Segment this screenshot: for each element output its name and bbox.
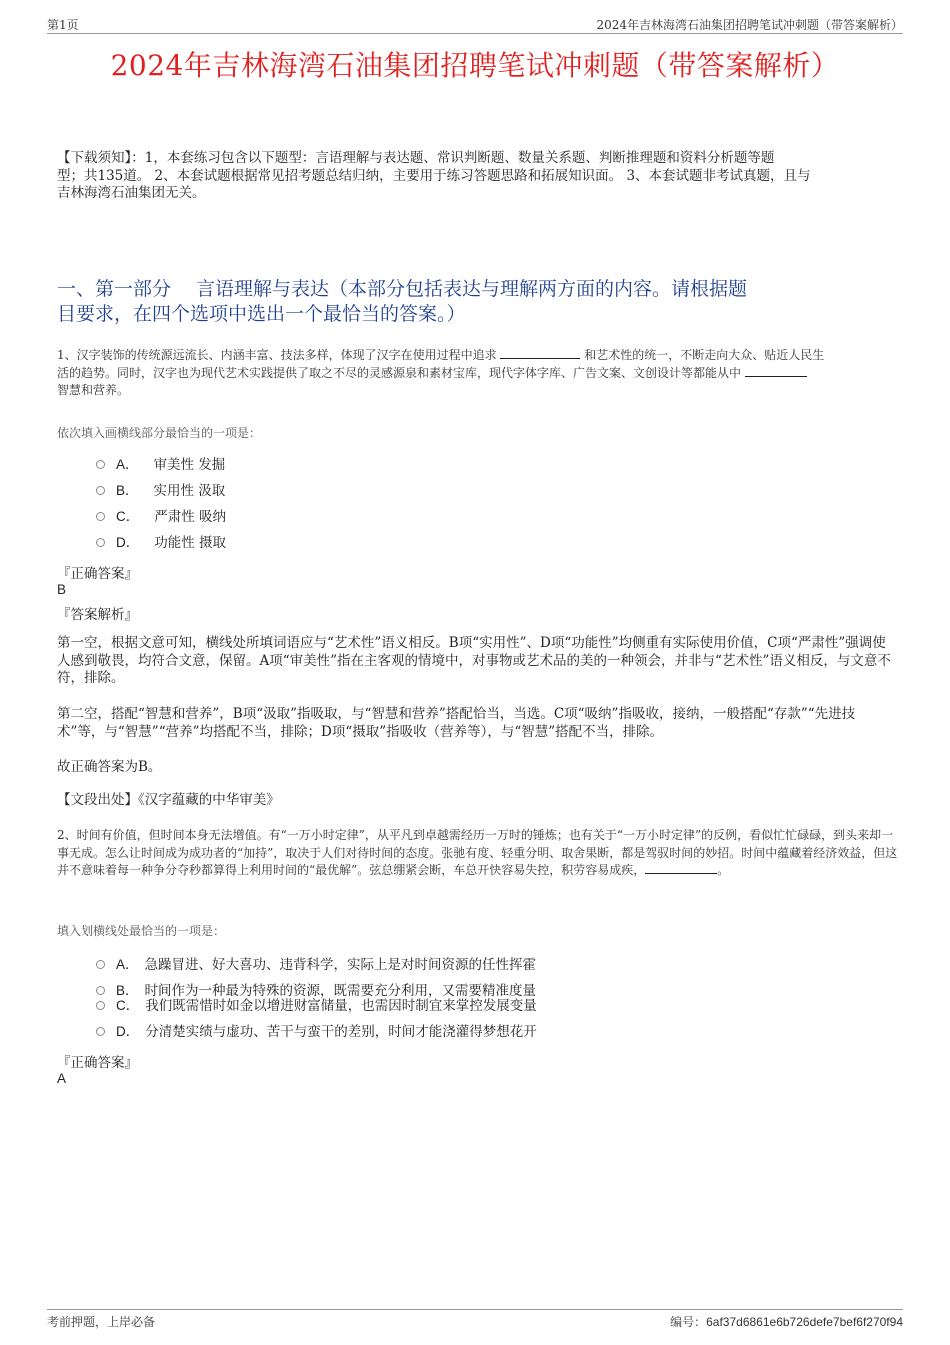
question-text: 。 [717,863,730,877]
option-letter: A． [116,457,139,472]
section-heading-line: 一、第一部分 言语理解与表达（本部分包括表达与理解两方面的内容。请根据题 [57,278,748,300]
radio-icon[interactable] [96,960,105,969]
q2-option-c[interactable] [96,996,537,1016]
download-notice [57,150,899,203]
footer-slogan: 考前押题，上岸必备 [47,1315,156,1329]
question-2-text [57,827,899,880]
q1-option-b[interactable] [96,481,225,501]
fill-blank [745,365,807,377]
page-title: 2024年吉林海湾石油集团招聘笔试冲刺题（带答案解析） [110,49,840,82]
header-divider [47,33,903,34]
notice-line: 型；共135道。 2、本套试题根据常见招考题总结归纳，主要用于练习答题思路和拓展知识面。 3、本套试题非考试真题，且与 [57,167,811,184]
question-1-prompt: 依次填入画横线部分最恰当的一项是： [57,426,262,440]
radio-icon[interactable] [96,460,105,469]
document-code [670,1313,903,1330]
option-letter: B． [116,983,139,998]
q1-option-a[interactable] [96,455,225,475]
fill-blank [500,347,580,359]
analysis-paragraph: 第一空，根据文意可知，横线处所填词语应与“艺术性”语义相反。B项“实用性”、D项“功能性”均侧重有实际使用价值，C项“严肃性”强调使人感到敬畏，均符合文意，保留。A项“审美性”指在主客观的情境中，对事物或艺术品的美的一种领会，并非与“艺术性”语义相反，与文意不符，排除。 [57,635,891,686]
answer-label: 『正确答案』 [57,1055,138,1071]
section-heading-line: 目要求，在四个选项中选出一个最恰当的答案。） [57,303,466,325]
analysis-paragraph: 第二空，搭配“智慧和营养”，B项“汲取”指吸取，与“智慧和营养”搭配恰当，当选。C项“吸纳”指吸收，接纳，一般搭配“存款”“先进技术”等，与“智慧”“营养”均搭配不当，排除；D项“摄取”指吸收（营养等），与“智慧”搭配不当，排除。 [57,706,856,740]
q2-option-d[interactable] [96,1022,537,1042]
page-number: 第1页 [47,18,79,32]
question-text: 和艺术性的统一，不断走向大众、贴近人民生 [584,348,825,362]
document-code-label: 编号： [670,1315,707,1329]
correct-answer: A [57,1071,67,1086]
option-letter: B． [116,483,139,498]
passage-source: 【文段出处】《汉字蕴藏的中华审美》 [57,792,280,808]
question-2-prompt: 填入划横线处最恰当的一项是： [57,924,226,938]
radio-icon[interactable] [96,512,105,521]
option-text: 时间作为一种最为特殊的资源，既需要充分利用，又需要精准度量 [144,983,537,999]
question-text: 2、时间有价值，但时间本身无法增值。有“一万小时定律”，从平凡到卓越需经历一万时的锤炼；也有关于“一万小时定律”的反例，看似忙忙碌碌，到头来却一事无成。怎么让时间成为成功者的“加持”，取决于人们对待时间的态度。张驰有度、轻重分明、取舍果断，都是驾驭时间的妙招。时间中蕴藏着经济效益，但这并不意味着每一种争分夺秒都算得上利用时间的“最优解”。弦总绷紧会断，车总开快容易失控，积劳容易成疾， [57,828,898,877]
question-text: 活的趋势。同时，汉字也为现代艺术实践提供了取之不尽的灵感源泉和素材宝库，现代字体字库、广告文案、文创设计等都能从中 [57,365,742,380]
question-text: 1、汉字装饰的传统源远流长、内涵丰富、技法多样，体现了汉字在使用过程中追求 [57,348,497,362]
answer-label: 『正确答案』 [57,566,138,582]
fill-blank [645,862,717,874]
radio-icon[interactable] [96,986,105,995]
radio-icon[interactable] [96,1027,105,1036]
option-letter: D． [116,535,140,550]
correct-answer: B [57,582,67,597]
question-1-text [57,347,899,400]
option-letter: D． [116,1024,140,1039]
analysis-conclusion: 故正确答案为B。 [57,759,162,775]
analysis-label: 『答案解析』 [57,607,138,623]
q1-option-c[interactable] [96,507,226,527]
notice-line: 吉林海湾石油集团无关。 [57,185,206,201]
option-text: 实用性 汲取 [153,483,226,499]
option-letter: A． [116,957,139,972]
q2-option-a[interactable] [96,955,536,975]
option-text: 审美性 发掘 [153,457,226,473]
header-doc-title: 2024年吉林海湾石油集团招聘笔试冲刺题（带答案解析） [596,18,903,32]
option-text: 急躁冒进、好大喜功、违背科学，实际上是对时间资源的任性挥霍 [144,957,537,973]
option-text: 分清楚实绩与虚功、苦干与蛮干的差别，时间才能浇灌得梦想花开 [145,1024,537,1040]
radio-icon[interactable] [96,538,105,547]
option-text: 功能性 摄取 [154,535,227,551]
option-text: 我们既需惜时如金以增进财富储量，也需因时制宜来掌控发展变量 [145,998,537,1014]
q1-option-d[interactable] [96,533,226,553]
question-text: 智慧和营养。 [57,383,130,397]
notice-line: 【下载须知】：1，本套练习包含以下题型：言语理解与表达题、常识判断题、数量关系题、判断推理题和资料分析题等题 [57,150,775,166]
radio-icon[interactable] [96,1001,105,1010]
option-letter: C． [116,998,140,1013]
footer-divider [47,1309,903,1310]
section-heading [57,277,899,327]
radio-icon[interactable] [96,486,105,495]
option-letter: C． [116,509,140,524]
option-text: 严肃性 吸纳 [154,509,227,525]
document-code-value: 6af37d6861e6b726defe7bef6f270f94 [706,1315,903,1329]
